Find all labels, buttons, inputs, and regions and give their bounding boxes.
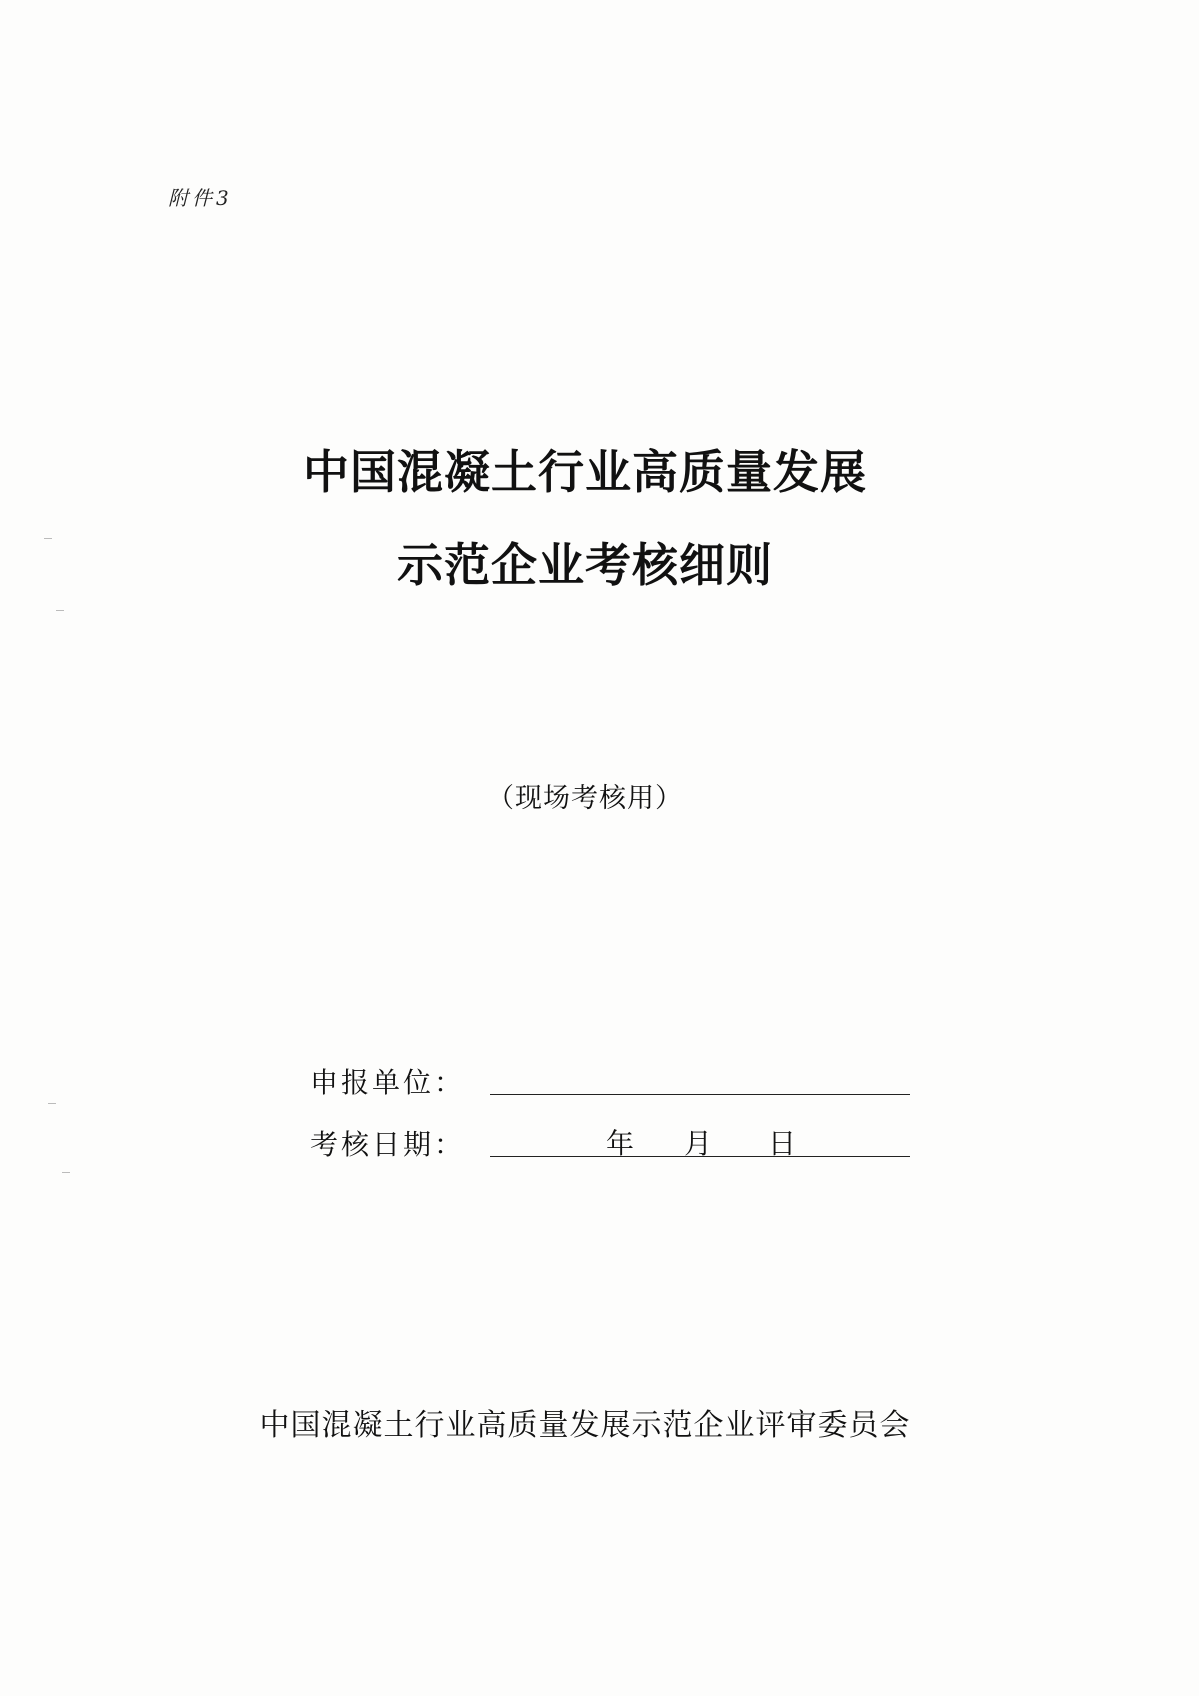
date-month-label: 月 <box>684 1127 713 1160</box>
attachment-label: 附件3 <box>168 186 233 210</box>
applicant-unit-label: 申报单位： <box>310 1066 466 1099</box>
scan-mark <box>48 1103 56 1104</box>
scan-mark <box>62 1172 70 1173</box>
issuing-committee: 中国混凝土行业高质量发展示范企业评审委员会 <box>259 1408 911 1443</box>
document-title-line-2: 示范企业考核细则 <box>397 538 773 592</box>
assessment-date-label: 考核日期： <box>310 1128 466 1161</box>
scan-mark <box>44 538 52 539</box>
date-day-label: 日 <box>768 1127 797 1160</box>
scan-mark <box>56 610 64 611</box>
date-year-label: 年 <box>606 1127 635 1160</box>
applicant-unit-field[interactable] <box>490 1094 910 1095</box>
document-subtitle: （现场考核用） <box>487 783 683 814</box>
document-title-line-1: 中国混凝土行业高质量发展 <box>303 445 867 499</box>
